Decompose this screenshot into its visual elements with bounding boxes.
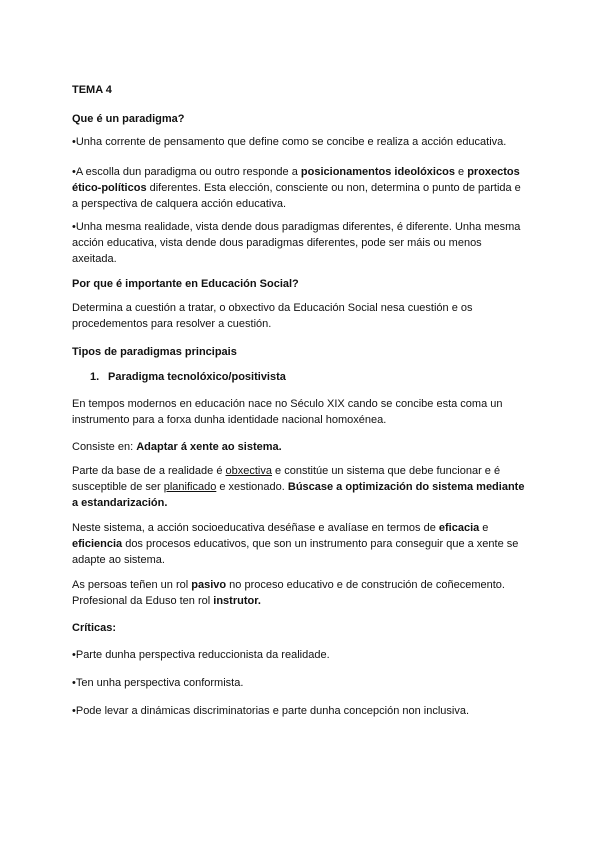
paragraph-tempos-modernos: En tempos modernos en educación nace no Século XIX cando se concibe esta coma un instrumento para a forxa dunha identidade nacional homoxénea. [72, 398, 503, 426]
list-item-label: Paradigma tecnolóxico/positivista [108, 371, 286, 383]
heading-tipos-paradigmas: Tipos de paradigmas principais [72, 346, 237, 358]
heading-criticas: Críticas: [72, 622, 117, 634]
paragraph-definition: •Unha corrente de pensamento que define como se concibe e realiza a acción educativa. [72, 136, 507, 148]
paragraph-escolla: •A escolla dun paradigma ou outro responde a posicionamentos ideolóxicos e proxectos ético-políticos diferentes. Esta elección, consciente ou non, determina o punto de partida e a perspectiva de calquera acción educativa. [72, 166, 521, 210]
list-item: •Pode levar a dinámicas discriminatorias e parte dunha concepción non inclusiva. [72, 705, 470, 717]
list-number: 1. [90, 371, 100, 383]
heading-que-e-paradigma: Que é un paradigma? [72, 113, 185, 125]
list-item: •Parte dunha perspectiva reduccionista da realidade. [72, 649, 330, 661]
list-item: •Ten unha perspectiva conformista. [72, 677, 244, 689]
list-item-paradigma-tecnoloxico [90, 369, 528, 385]
paragraph-determina: Determina a cuestión a tratar, o obxectivo da Educación Social nesa cuestión e os procedementos para resolver a cuestión. [72, 302, 473, 330]
document-title: TEMA 4 [72, 84, 112, 96]
paragraph-parte-da-base: Parte da base de a realidade é obxectiva e constitúe un sistema que debe funcionar e é susceptible de ser planificado e xestionado. Búscase a optimización do sistema mediante a estandarización. [72, 465, 525, 509]
paragraph-persoas-rol: As persoas teñen un rol pasivo no proceso educativo e de construción de coñecemento. Profesional da Eduso ten rol instrutor. [72, 579, 505, 607]
paragraph-neste-sistema: Neste sistema, a acción socioeducativa deséñase e avalíase en termos de eficacia e eficiencia dos procesos educativos, que son un instrumento para conseguir que a xente se adapte ao sistema. [72, 522, 519, 566]
paragraph-consiste-en: Consiste en: Adaptar á xente ao sistema. [72, 441, 282, 453]
heading-por-que-importante: Por que é importante en Educación Social? [72, 278, 299, 290]
paragraph-mesma-realidade: •Unha mesma realidade, vista dende dous paradigmas diferentes, é diferente. Unha mesma acción educativa, vista dende dous paradigmas diferentes, pode ser máis ou menos axeitada. [72, 221, 521, 265]
